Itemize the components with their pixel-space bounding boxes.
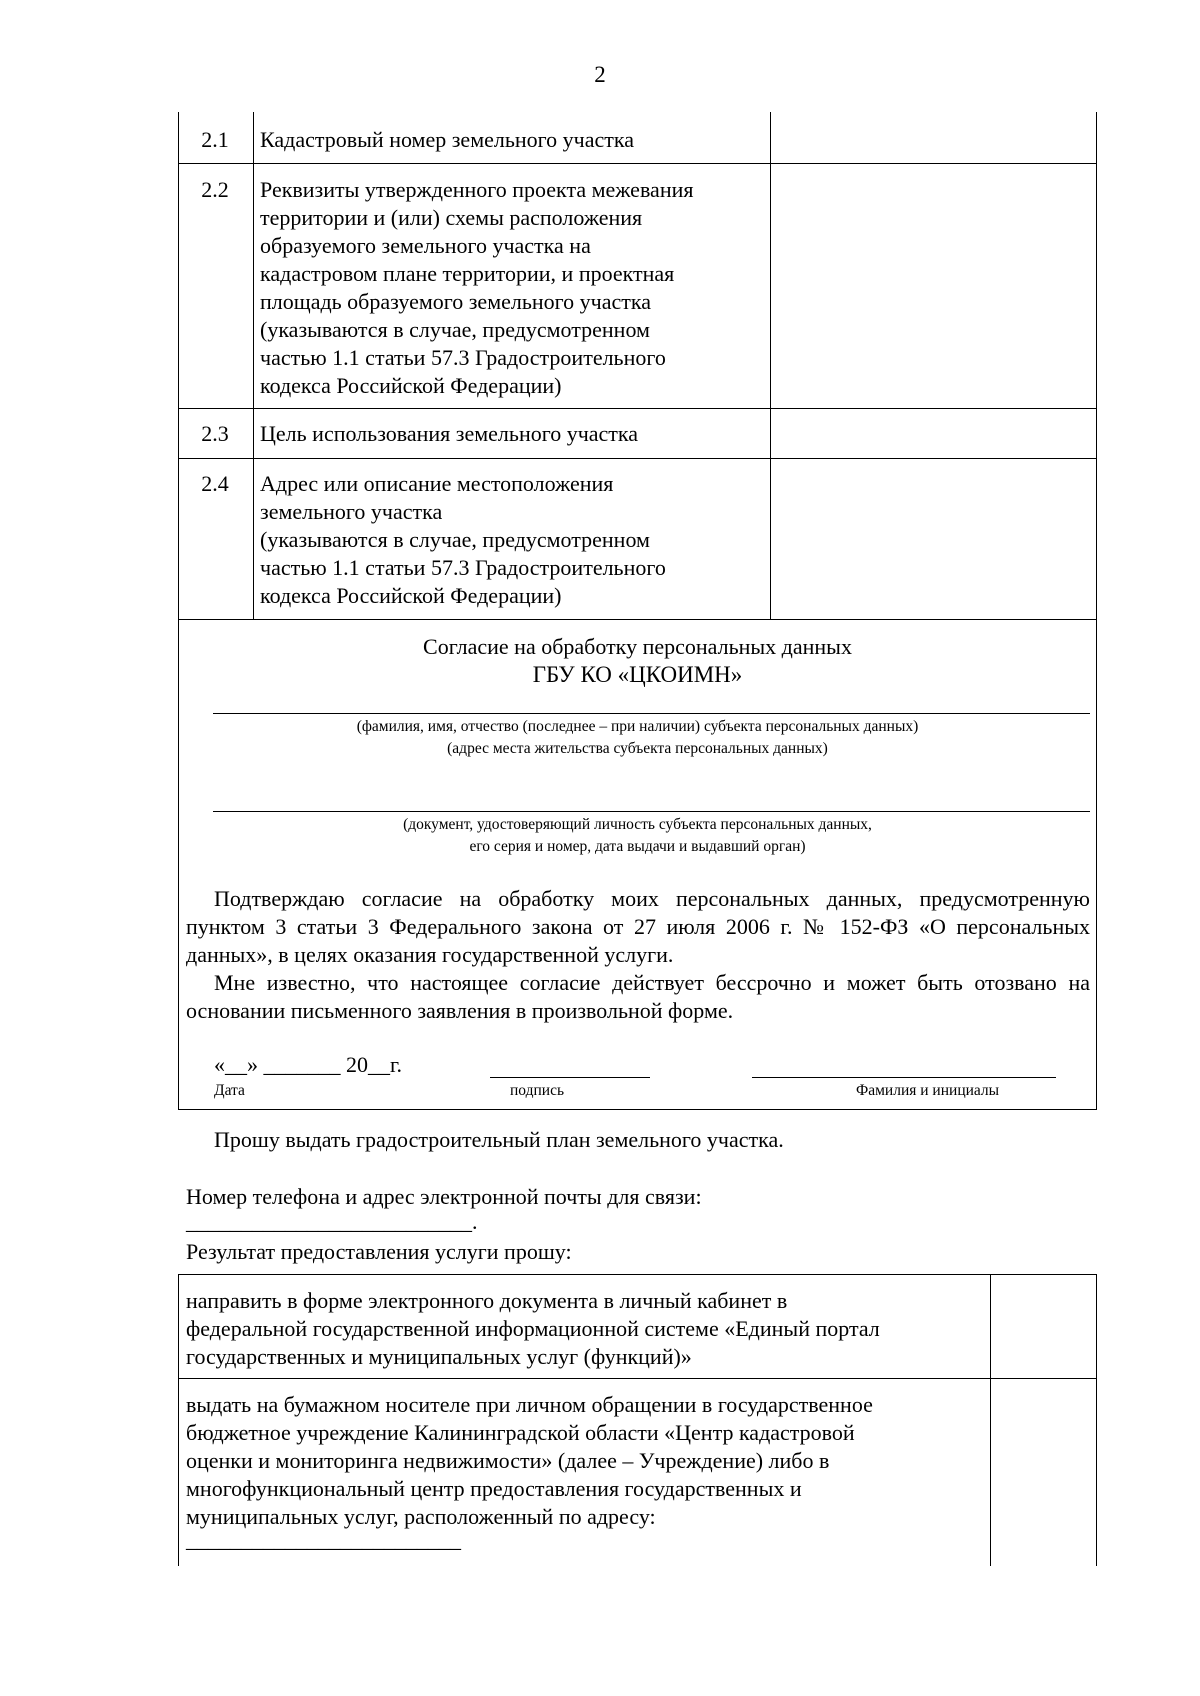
caption-document: (документ, удостоверяющий личность субъекта персональных данных, его серия и номер, дата выдачи и выдавший орган) [403,816,872,855]
name-blank-line [213,713,1090,714]
row-number: 2.4 [201,471,229,496]
label-signature: подпись [510,1082,565,1099]
row-label: Адрес или описание местоположения земельного участка (указываются в случае, предусмотренном частью 1.1 статьи 57.3 Градостроительного кодекса Российской Федерации) [260,471,666,608]
full-name-line [752,1077,1056,1078]
table-divider-value [770,112,771,620]
caption-address: (адрес места жительства субъекта персональных данных) [447,740,828,757]
page-number: 2 [594,62,606,87]
label-full-name: Фамилия и инициалы [856,1082,1000,1099]
options-row-divider [178,1378,1097,1379]
table-row-divider [178,163,1097,164]
table-row-divider [178,619,1097,620]
row-number: 2.3 [201,421,229,446]
result-option-paper: выдать на бумажном носителе при личном обращении в государственное бюджетное учреждение Калининградской области «Центр кадастровой оценки и мониторинга недвижимости» (далее – Учреждение) либо в многофункциональный центр предоставления государственных и муниципальных услуг, расположенный по адресу: [186,1392,873,1529]
row-number: 2.1 [201,127,229,152]
contact-label: Номер телефона и адрес электронной почты для связи: [186,1184,702,1209]
document-blank-line [213,811,1090,812]
row-label: Цель использования земельного участка [260,421,639,446]
row-label: Реквизиты утвержденного проекта межевания территории и (или) схемы расположения образуемого земельного участка на кадастровом плане территории, и проектная площадь образуемого земельного участка (указываются в случае, предусмотренном частью 1.1 статьи 57.3 Градостроительного кодекса Российской Федерации) [260,177,694,398]
consent-title: Согласие на обработку персональных данных [423,634,852,659]
result-option-electronic: направить в форме электронного документа в личный кабинет в федеральной государственной информационной системе «Единый портал государственных и муниципальных услуг (функций)» [186,1288,880,1369]
options-border-left [178,1274,179,1566]
contact-blank: __________________________. [186,1209,478,1234]
table-border-right [1096,112,1097,1110]
row-label: Кадастровый номер земельного участка [260,127,634,152]
table-bottom-border [178,1109,1097,1110]
consent-paragraph-1: Подтверждаю согласие на обработку моих персональных данных, предусмотренную пунктом 3 статьи 3 Федерального закона от 27 июля 2006 г. № 152-ФЗ «О персональных данных», в целях оказания государственной услуги. [186,886,1090,967]
row-number: 2.2 [201,177,229,202]
label-date: Дата [214,1082,245,1099]
options-border-right [1096,1274,1097,1566]
address-blank: _________________________ [186,1527,461,1552]
consent-paragraph-2: Мне известно, что настоящее согласие действует бессрочно и может быть отозвано на основании письменного заявления в произвольной форме. [186,970,1090,1023]
caption-full-name: (фамилия, имя, отчество (последнее – при наличии) субъекта персональных данных) [356,718,919,735]
result-label: Результат предоставления услуги прошу: [186,1239,572,1264]
table-row-divider [178,458,1097,459]
date-field: «__» _______ 20__г. [214,1052,403,1077]
request-text: Прошу выдать градостроительный план земельного участка. [214,1127,784,1152]
result-option-electronic-checkbox[interactable] [991,1275,1095,1377]
table-border-left [178,112,179,1110]
result-option-paper-checkbox[interactable] [991,1379,1095,1565]
options-top-border [178,1274,1097,1275]
signature-line [490,1077,650,1078]
table-row-divider [178,408,1097,409]
table-divider-num [253,112,254,620]
consent-organization: ГБУ КО «ЦКОИМН» [532,662,743,687]
